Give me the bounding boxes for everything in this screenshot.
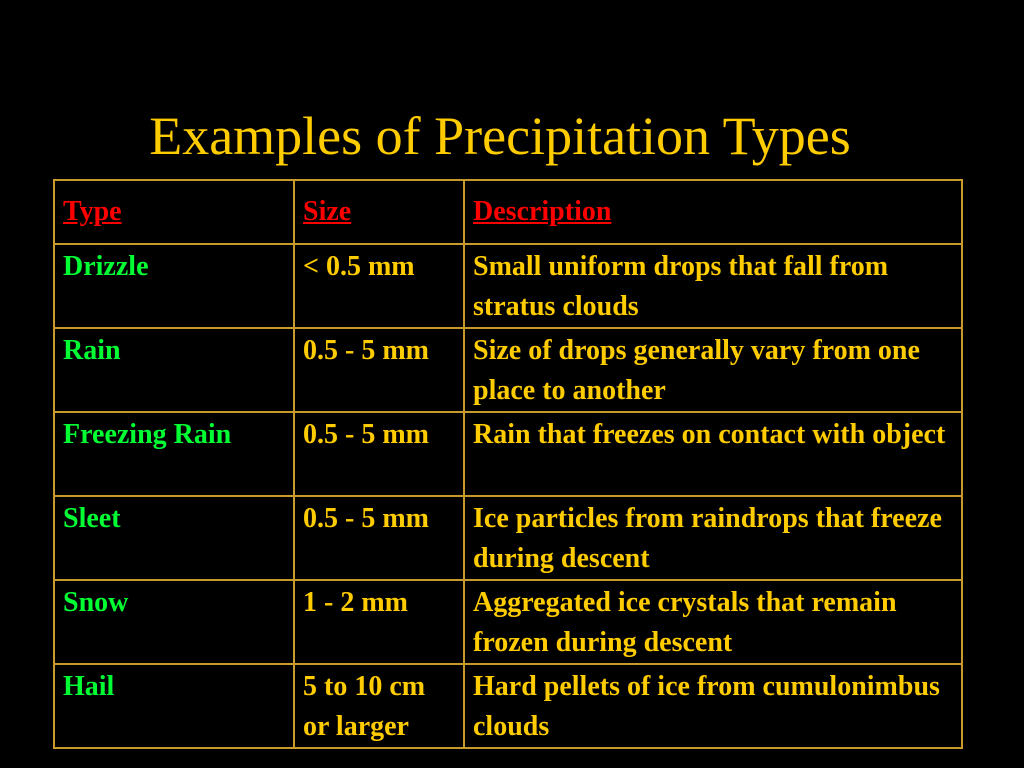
header-type — [54, 180, 294, 244]
type-cell: Hail — [54, 664, 294, 748]
description-cell: Size of drops generally vary from one place to another — [464, 328, 962, 412]
description-cell: Ice particles from raindrops that freeze during descent — [464, 496, 962, 580]
type-cell: Freezing Rain — [54, 412, 294, 496]
table-row — [54, 496, 962, 580]
table-row — [54, 244, 962, 328]
header-type-label: Type — [63, 196, 122, 227]
header-size — [294, 180, 464, 244]
type-cell: Drizzle — [54, 244, 294, 328]
size-cell: < 0.5 mm — [294, 244, 464, 328]
description-cell: Small uniform drops that fall from stratus clouds — [464, 244, 962, 328]
slide-title: Examples of Precipitation Types — [149, 106, 851, 166]
description-cell: Hard pellets of ice from cumulonimbus clouds — [464, 664, 962, 748]
table-header-row — [54, 180, 962, 244]
size-cell: 0.5 - 5 mm — [294, 328, 464, 412]
header-description — [464, 180, 962, 244]
table-row — [54, 328, 962, 412]
size-cell: 1 - 2 mm — [294, 580, 464, 664]
size-cell: 0.5 - 5 mm — [294, 412, 464, 496]
description-cell: Rain that freezes on contact with object — [464, 412, 962, 496]
type-cell: Sleet — [54, 496, 294, 580]
description-cell: Aggregated ice crystals that remain frozen during descent — [464, 580, 962, 664]
size-cell: 5 to 10 cm or larger — [294, 664, 464, 748]
table-row — [54, 580, 962, 664]
size-cell: 0.5 - 5 mm — [294, 496, 464, 580]
table-row — [54, 664, 962, 748]
type-cell: Snow — [54, 580, 294, 664]
type-cell: Rain — [54, 328, 294, 412]
table-row — [54, 412, 962, 496]
header-size-label: Size — [303, 196, 352, 227]
header-description-label: Description — [473, 196, 612, 227]
precipitation-table — [53, 179, 963, 749]
